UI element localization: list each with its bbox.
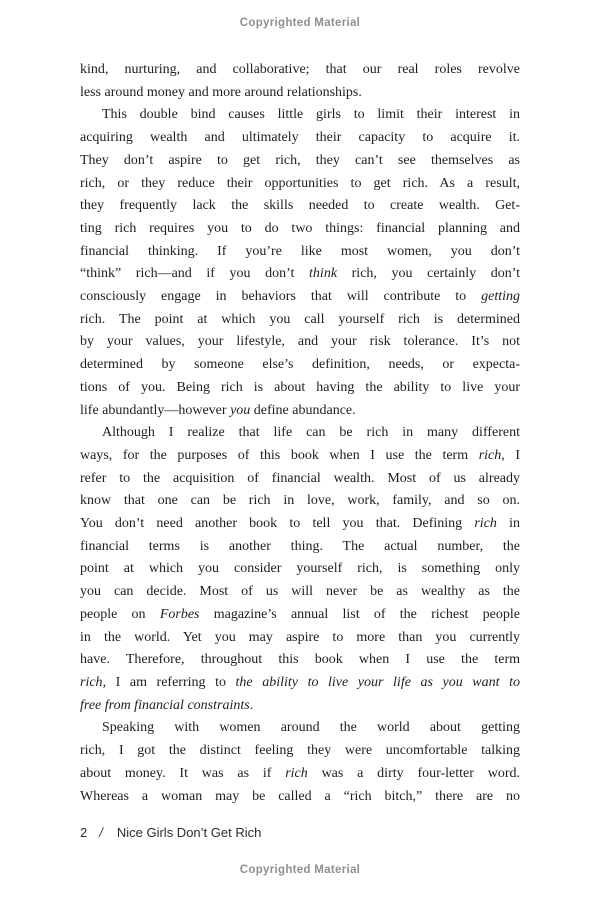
footer-separator: / <box>99 825 103 840</box>
running-title: Nice Girls Don’t Get Rich <box>116 825 262 840</box>
text-line: rich, I am referring to the ability to live your life as you want to <box>80 674 520 690</box>
text-line: “think” rich—and if you don’t think rich, you certainly don’t <box>80 266 520 282</box>
text-line: by your values, your lifestyle, and your risk tolerance. It’s not <box>80 334 520 350</box>
copyright-notice-top: Copyrighted Material <box>239 17 361 29</box>
text-line: determined by someone else’s definition, needs, or expecta- <box>80 357 520 373</box>
text-line: life abundantly—however you define abundance. <box>80 402 356 418</box>
text-line: they frequently lack the skills needed to create wealth. Get- <box>80 198 520 214</box>
text-line: rich, or they reduce their opportunities to get rich. As a result, <box>80 175 520 191</box>
text-line: This double bind causes little girls to limit their interest in <box>102 107 520 123</box>
page-number: 2 <box>80 825 88 840</box>
text-line: kind, nurturing, and collaborative; that our real roles revolve <box>80 62 520 77</box>
text-line: people on Forbes magazine’s annual list of the richest people <box>80 606 520 622</box>
text-line: free from financial constraints. <box>80 697 254 713</box>
page-body-text <box>80 59 520 808</box>
text-line: consciously engage in behaviors that will contribute to getting <box>80 289 520 305</box>
text-line: financial terms is another thing. The actual number, the <box>80 538 520 554</box>
text-line: You don’t need another book to tell you that. Defining rich in <box>80 516 521 532</box>
text-line: ting rich requires you to do two things: financial planning and <box>80 220 520 236</box>
copyright-notice-bottom: Copyrighted Material <box>239 864 361 876</box>
text-line: tions of you. Being rich is about having the ability to live your <box>80 379 520 395</box>
text-line: They don’t aspire to get rich, they can’t see themselves as <box>80 152 520 168</box>
text-line: less around money and more around relationships. <box>80 84 362 100</box>
page-footer <box>80 825 261 840</box>
text-line: Whereas a woman may be called a “rich bitch,” there are no <box>80 788 520 804</box>
text-line: ways, for the purposes of this book when I use the term rich, I <box>80 447 520 463</box>
text-line: Although I realize that life can be rich in many different <box>102 425 520 441</box>
text-line: you can decide. Most of us will never be as wealthy as the <box>80 584 520 600</box>
text-line: financial thinking. If you’re like most women, you don’t <box>80 243 520 259</box>
text-line: about money. It was as if rich was a dirty four-letter word. <box>80 765 520 781</box>
text-line: rich, I got the distinct feeling they were uncomfortable talking <box>80 743 520 759</box>
text-line: rich. The point at which you call yourself rich is determined <box>80 311 520 327</box>
text-line: refer to the acquisition of financial wealth. Most of us already <box>80 470 520 486</box>
text-line: Speaking with women around the world about getting <box>102 720 520 736</box>
text-line: have. Therefore, throughout this book when I use the term <box>80 652 520 668</box>
text-line: in the world. Yet you may aspire to more than you currently <box>80 629 520 645</box>
text-line: know that one can be rich in love, work, family, and so on. <box>80 493 520 509</box>
text-line: point at which you consider yourself rich, is something only <box>80 561 520 577</box>
text-line: acquiring wealth and ultimately their capacity to acquire it. <box>80 130 520 146</box>
